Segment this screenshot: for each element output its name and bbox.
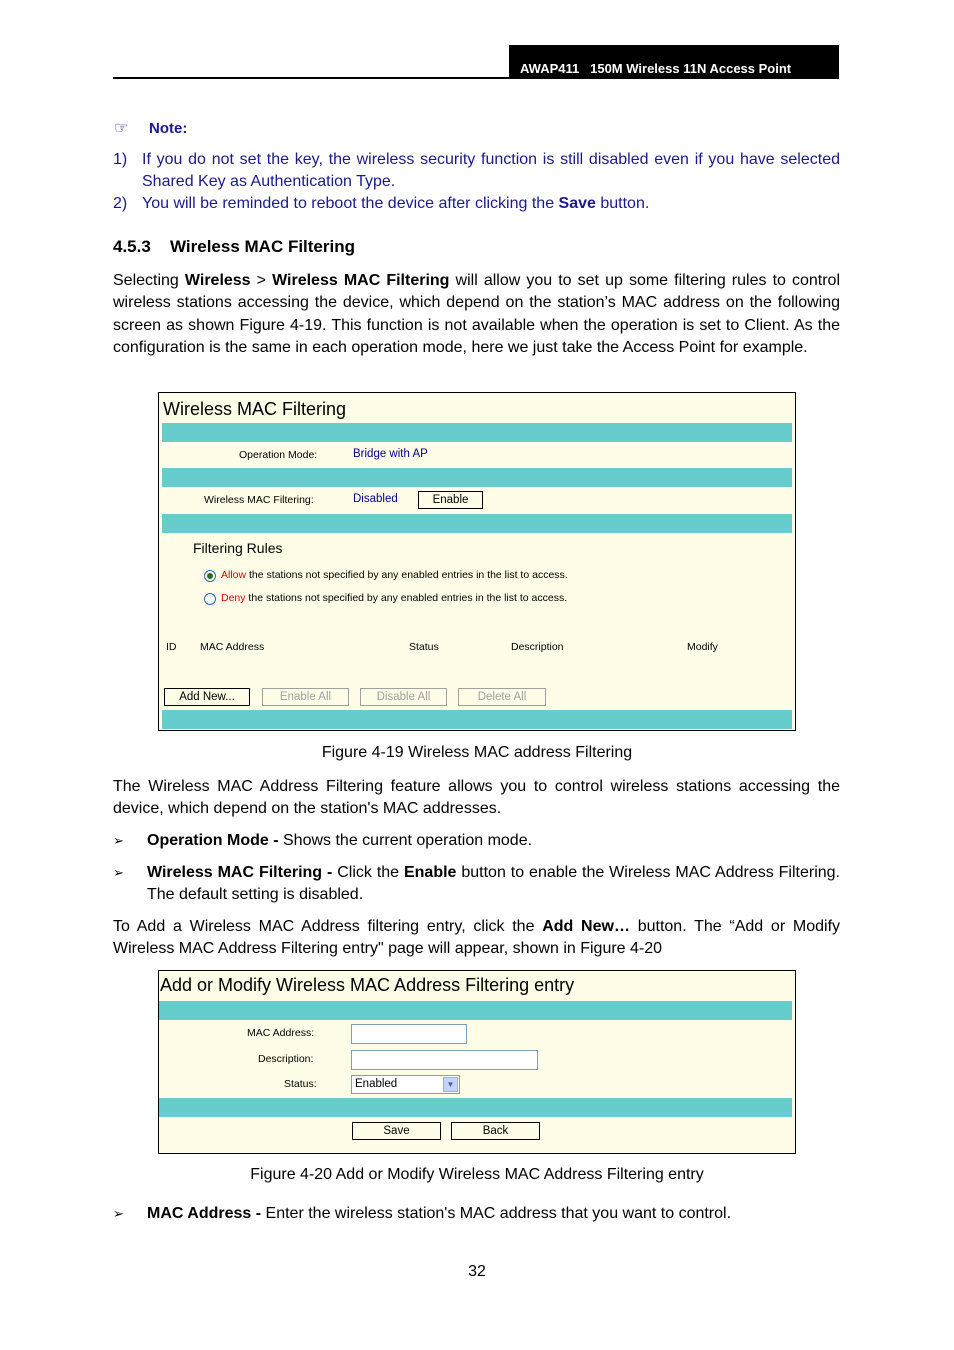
panel-bar <box>162 710 792 729</box>
wireless-mac-filtering-panel <box>158 392 796 731</box>
note-item-2 <box>113 193 840 215</box>
status-select[interactable] <box>351 1075 460 1094</box>
bullet-mac-address: ➢ MAC Address - Enter the wireless station's MAC address that you want to control. <box>113 1203 840 1225</box>
note-number: 2) <box>113 195 128 212</box>
note-text: You will be reminded to reboot the device after clicking the Save button. <box>142 195 650 212</box>
figure-caption: Figure 4-19 Wireless MAC address Filtering <box>321 744 633 761</box>
filtering-rules-title: Filtering Rules <box>193 540 283 556</box>
status-select-value: Enabled <box>355 1078 398 1090</box>
body-paragraph: To Add a Wireless MAC Address filtering entry, click the Add New… button. The “Add or Modify Wireless MAC Address Filtering entry" page will appear, shown in Figure 4-20 <box>113 918 841 958</box>
panel-bar <box>162 468 792 487</box>
header-product: 150M Wireless 11N Access Point <box>590 61 792 76</box>
disable-all-button[interactable]: Disable All <box>360 688 447 706</box>
header-product-box <box>509 45 839 79</box>
allow-rule-text: Allow the stations not specified by any enabled entries in the list to access. <box>221 569 568 581</box>
chevron-down-icon[interactable]: ▼ <box>443 1077 458 1092</box>
column-description: Description <box>511 641 564 653</box>
bullet-mac-filtering: ➢ Wireless MAC Filtering - Click the Enable button to enable the Wireless MAC Address Filtering. The default setting is disabled. <box>113 864 840 904</box>
enable-all-button[interactable]: Enable All <box>262 688 349 706</box>
allow-radio[interactable] <box>204 570 216 582</box>
page-number: 32 <box>468 1263 486 1280</box>
panel-title: Wireless MAC Filtering <box>163 399 347 419</box>
description-input[interactable] <box>351 1050 538 1070</box>
panel-bar <box>162 514 792 533</box>
panel-bar <box>162 423 792 442</box>
panel-bar <box>159 1001 792 1020</box>
add-new-button[interactable]: Add New... <box>164 688 250 706</box>
mac-address-input[interactable] <box>351 1024 467 1044</box>
column-id: ID <box>166 641 177 653</box>
column-modify: Modify <box>687 641 718 653</box>
header-model: AWAP411 <box>520 61 580 76</box>
column-status: Status <box>409 641 439 653</box>
operation-mode-label: Operation Mode: <box>239 449 318 461</box>
figure-caption: Figure 4-20 Add or Modify Wireless MAC Address Filtering entry <box>250 1166 704 1183</box>
delete-all-button[interactable]: Delete All <box>458 688 546 706</box>
add-modify-entry-panel <box>158 970 796 1154</box>
enable-button[interactable]: Enable <box>418 491 483 509</box>
note-text: If you do not set the key, the wireless security function is still disabled even if you have selected Shared Key as Authentication Type. <box>142 151 840 190</box>
section-number: 4.5.3 <box>113 237 151 256</box>
mac-filtering-status: Disabled <box>353 493 398 505</box>
bullet-arrow-icon: ➢ <box>113 865 124 880</box>
save-button[interactable]: Save <box>352 1122 441 1140</box>
body-paragraph: The Wireless MAC Address Filtering feature allows you to control wireless stations accessing the device, which depend on the station's MAC addresses. <box>113 778 840 818</box>
pointing-hand-icon: ☞ <box>114 120 129 137</box>
bullet-arrow-icon: ➢ <box>113 833 124 848</box>
back-button[interactable]: Back <box>451 1122 540 1140</box>
panel-title: Add or Modify Wireless MAC Address Filtering entry <box>160 975 575 995</box>
note-item-1 <box>113 149 840 193</box>
mac-address-label: MAC Address: <box>247 1027 315 1039</box>
deny-radio[interactable] <box>204 593 216 605</box>
status-label: Status: <box>284 1078 317 1090</box>
bullet-operation-mode: ➢ Operation Mode - Shows the current operation mode. <box>113 830 840 852</box>
mac-filtering-label: Wireless MAC Filtering: <box>204 494 314 506</box>
operation-mode-value: Bridge with AP <box>353 448 428 460</box>
note-label: Note: <box>149 120 188 137</box>
column-mac-address: MAC Address <box>200 641 265 653</box>
section-heading <box>113 237 355 257</box>
deny-rule-text: Deny the stations not specified by any enabled entries in the list to access. <box>221 592 568 604</box>
section-title: Wireless MAC Filtering <box>170 237 355 256</box>
bullet-arrow-icon: ➢ <box>113 1206 124 1221</box>
note-number: 1) <box>113 151 128 168</box>
header-rule <box>113 77 839 79</box>
intro-paragraph: Selecting Wireless > Wireless MAC Filtering will allow you to set up some filtering rules to control wireless stations accessing the device, which depend on the station’s MAC address on the following screen as shown Figure 4-19. This function is not available when the operation is set to Client. As the configuration is the same in each operation mode, here we just take the Access Point for example. <box>113 272 841 356</box>
panel-bar <box>159 1098 792 1117</box>
description-label: Description: <box>258 1053 314 1065</box>
